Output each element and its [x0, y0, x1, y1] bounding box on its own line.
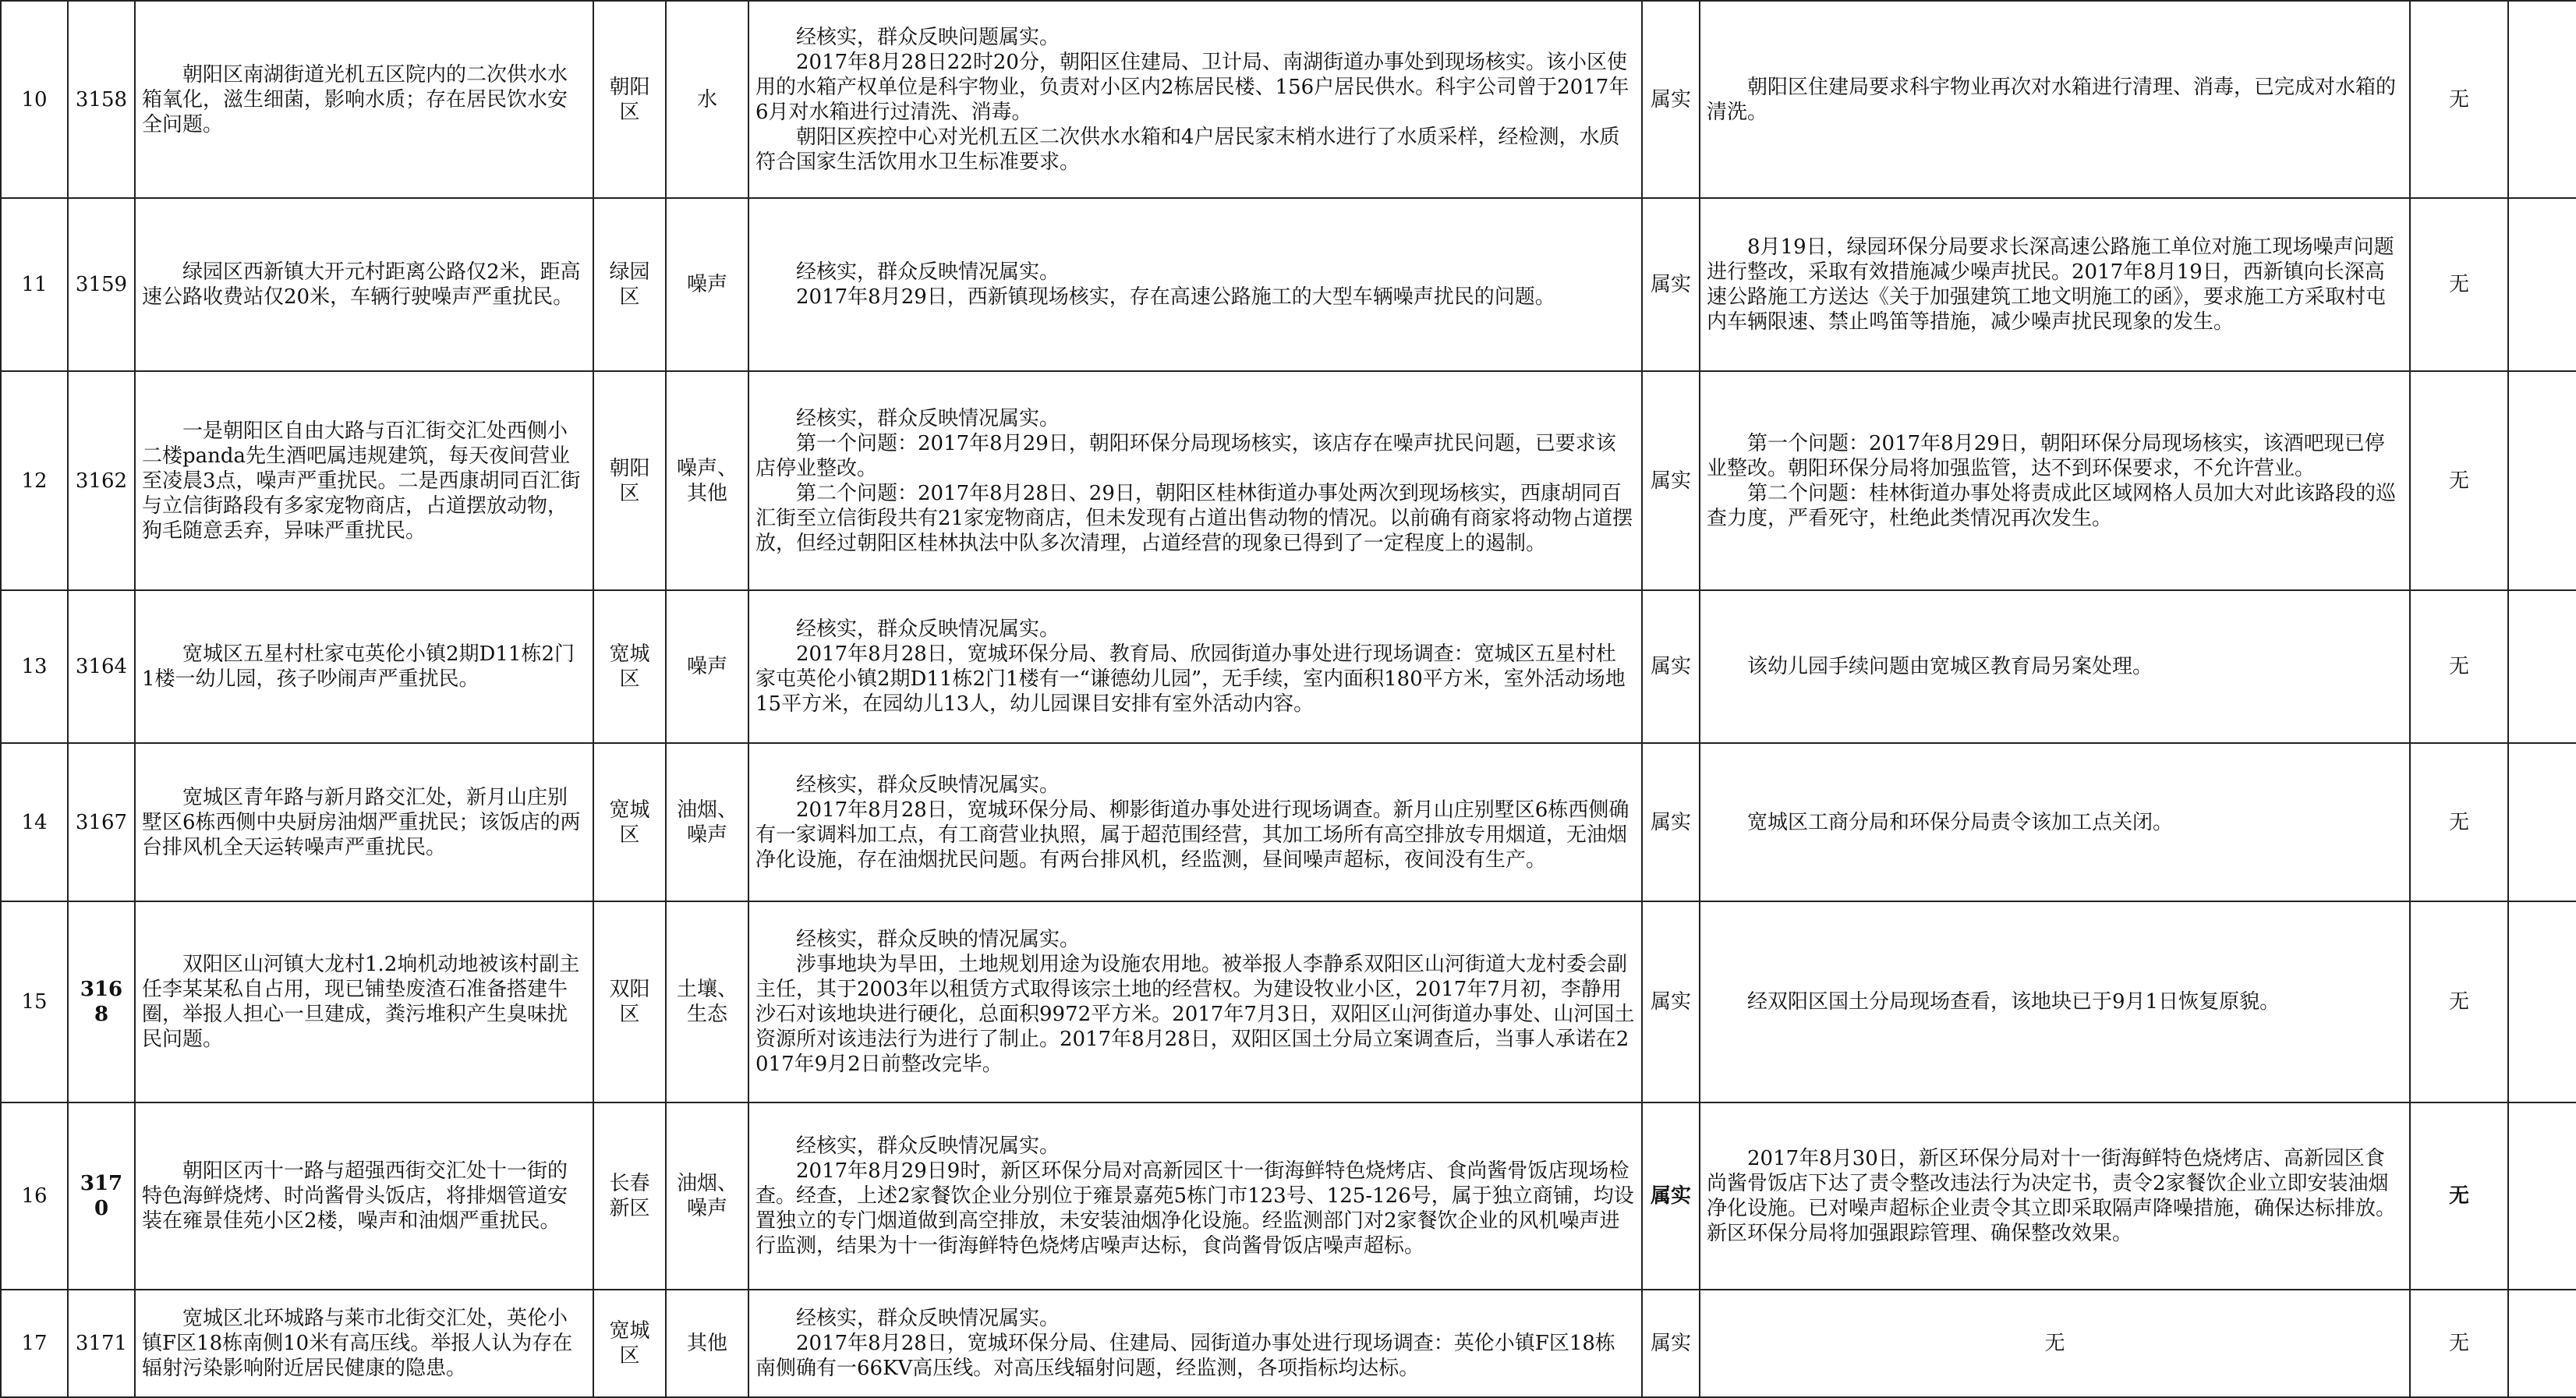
investigation-result [748, 1, 1642, 198]
complaint-description: 双阳区山河镇大龙村1.2垧机动地被该村副主任李某某私自占用，现已铺垫废渣石准备搭建牛圈，举报人担心一旦建成，粪污堆积产生臭味扰民问题。 [135, 901, 593, 1102]
investigation-result-paragraph: 朝阳区疾控中心对光机五区二次供水水箱和4户居民家末梢水进行了水质采样，经检测，水质符合国家生活饮用水卫生标准要求。 [755, 125, 1620, 174]
accountability: 无 [2410, 1, 2508, 198]
row-number: 14 [1, 743, 68, 901]
table-row [1, 1290, 2576, 1397]
case-id: 3167 [68, 743, 135, 901]
accountability: 无 [2410, 198, 2508, 371]
handling-action-paragraph: 8月19日，绿园环保分局要求长深高速公路施工单位对施工现场噪声问题进行整改，采取有效措施减少噪声扰民。2017年8月19日，西新镇向长深高速公路施工方送达《关于加强建筑工地文明施工的函》，要求施工方采取村屯内车辆限速、禁止鸣笛等措施，减少噪声扰民现象的发生。 [1707, 235, 2394, 334]
investigation-result [748, 743, 1642, 901]
complaint-description: 一是朝阳区自由大路与百汇街交汇处西侧小二楼panda先生酒吧属违规建筑，每天夜间营业至凌晨3点，噪声严重扰民。二是西康胡同百汇街与立信街路段有多家宠物商店，占道摆放动物，狗毛随意丢弃，异味严重扰民。 [135, 371, 593, 590]
extra-cell [2508, 590, 2576, 743]
investigation-result-paragraph: 经核实，群众反映的情况属实。 [796, 928, 1081, 951]
pollution-type: 油烟、噪声 [666, 1102, 748, 1290]
table-row [1, 1102, 2576, 1290]
table-row [1, 590, 2576, 743]
investigation-result-paragraph: 经核实，群众反映情况属实。 [796, 1307, 1060, 1330]
investigation-result [748, 901, 1642, 1102]
pollution-type: 其他 [666, 1290, 748, 1397]
investigation-result-paragraph: 第二个问题：2017年8月28日、29日，朝阳区桂林街道办事处两次到现场核实，西康胡同百汇街至立信街段共有21家宠物商店，但未发现有占道出售动物的情况。以前确有商家将动物占道摆放，但经过朝阳区桂林执法中队多次清理，占道经营的现象已得到了一定程度上的遏制。 [755, 481, 1633, 555]
accountability: 无 [2410, 743, 2508, 901]
verdict: 属实 [1642, 743, 1700, 901]
handling-action-paragraph: 朝阳区住建局要求科宇物业再次对水箱进行清理、消毒，已完成对水箱的清洗。 [1707, 75, 2397, 124]
row-number: 16 [1, 1102, 68, 1290]
complaint-description: 宽城区青年路与新月路交汇处，新月山庄别墅区6栋西侧中央厨房油烟严重扰民；该饭店的两台排风机全天运转噪声严重扰民。 [135, 743, 593, 901]
verdict: 属实 [1642, 1102, 1700, 1290]
accountability: 无 [2410, 901, 2508, 1102]
investigation-result-paragraph: 经核实，群众反映情况属实。 [796, 406, 1060, 430]
handling-action [1700, 198, 2410, 371]
district: 宽城区 [593, 590, 666, 743]
investigation-result [748, 198, 1642, 371]
verdict: 属实 [1642, 198, 1700, 371]
accountability: 无 [2410, 1102, 2508, 1290]
handling-action-paragraph: 无 [2044, 1332, 2065, 1355]
handling-action [1700, 590, 2410, 743]
pollution-type: 噪声、其他 [666, 371, 748, 590]
investigation-result-paragraph: 2017年8月29日，西新镇现场核实，存在高速公路施工的大型车辆噪声扰民的问题。 [796, 285, 1555, 309]
handling-action [1700, 1102, 2410, 1290]
handling-action [1700, 1290, 2410, 1397]
investigation-result [748, 371, 1642, 590]
extra-cell [2508, 901, 2576, 1102]
row-number: 10 [1, 1, 68, 198]
district: 长春新区 [593, 1102, 666, 1290]
pollution-type: 噪声 [666, 198, 748, 371]
complaint-description: 宽城区北环城路与莱市北街交汇处，英伦小镇F区18栋南侧10米有高压线。举报人认为存在辐射污染影响附近居民健康的隐患。 [135, 1290, 593, 1397]
complaint-description: 朝阳区南湖街道光机五区院内的二次供水水箱氧化，滋生细菌，影响水质；存在居民饮水安全问题。 [135, 1, 593, 198]
case-id: 3158 [68, 1, 135, 198]
complaint-description: 宽城区五星村杜家屯英伦小镇2期D11栋2门1楼一幼儿园，孩子吵闹声严重扰民。 [135, 590, 593, 743]
investigation-result-paragraph: 经核实，群众反映情况属实。 [796, 1134, 1060, 1158]
handling-action-paragraph: 2017年8月30日，新区环保分局对十一街海鲜特色烧烤店、高新园区食尚酱骨饭店下达了责令整改违法行为决定书，责令2家餐饮企业立即安装油烟净化设施。已对噪声超标企业责令其立即采取隔声降噪措施，确保达标排放。新区环保分局将加强跟踪管理、确保整改效果。 [1707, 1147, 2397, 1245]
district: 宽城区 [593, 743, 666, 901]
handling-action-paragraph: 该幼儿园手续问题由宽城区教育局另案处理。 [1747, 655, 2153, 678]
row-number: 17 [1, 1290, 68, 1397]
verdict: 属实 [1642, 901, 1700, 1102]
investigation-result-paragraph: 经核实，群众反映问题属实。 [796, 25, 1060, 49]
accountability: 无 [2410, 590, 2508, 743]
district: 朝阳区 [593, 371, 666, 590]
verdict: 属实 [1642, 1290, 1700, 1397]
table-body [1, 1, 2576, 1397]
handling-action [1700, 743, 2410, 901]
case-id: 3159 [68, 198, 135, 371]
investigation-result-paragraph: 经核实，群众反映情况属实。 [796, 773, 1060, 797]
investigation-result [748, 1102, 1642, 1290]
table-row [1, 1, 2576, 198]
table-row [1, 901, 2576, 1102]
row-number: 11 [1, 198, 68, 371]
extra-cell [2508, 1, 2576, 198]
handling-action [1700, 1, 2410, 198]
accountability: 无 [2410, 371, 2508, 590]
case-id: 3168 [68, 901, 135, 1102]
case-id: 3171 [68, 1290, 135, 1397]
investigation-result-paragraph: 2017年8月28日，宽城环保分局、柳影街道办事处进行现场调查。新月山庄别墅区6栋西侧确有一家调料加工点，有工商营业执照，属于超范围经营，其加工场所有高空排放专用烟道，无油烟净化设施，存在油烟扰民问题。有两台排风机，经监测，昼间噪声超标，夜间没有生产。 [755, 798, 1629, 872]
investigation-result-paragraph: 经核实，群众反映情况属实。 [796, 260, 1060, 284]
investigation-result-paragraph: 2017年8月28日22时20分，朝阳区住建局、卫计局、南湖街道办事处到现场核实。该小区使用的水箱产权单位是科宇物业，负责对小区内2栋居民楼、156户居民供水。科宇公司曾于2017年6月对水箱进行过清洗、消毒。 [755, 50, 1629, 124]
case-id: 3162 [68, 371, 135, 590]
pollution-type: 油烟、噪声 [666, 743, 748, 901]
investigation-result [748, 1290, 1642, 1397]
investigation-result-paragraph: 涉事地块为旱田，土地规划用途为设施农用地。被举报人李静系双阳区山河街道大龙村委会副主任，其于2003年以租赁方式取得该宗土地的经营权。为建设牧业小区，2017年7月初，李静用沙石对该地块进行硬化，总面积9972平方米。2017年7月3日，双阳区山河街道办事处、山河国土资源所对该违法行为进行了制止。2017年8月28日，双阳区国土分局立案调查后，当事人承诺在2017年9月2日前整改完毕。 [755, 953, 1635, 1076]
handling-action [1700, 371, 2410, 590]
extra-cell [2508, 198, 2576, 371]
district: 宽城区 [593, 1290, 666, 1397]
investigation-result-paragraph: 2017年8月28日，宽城环保分局、教育局、欣园街道办事处进行现场调查：宽城区五星村杜家屯英伦小镇2期D11栋2门1楼有一“谦德幼儿园”，无手续，室内面积180平方米，室外活动场地15平方米，在园幼儿13人，幼儿园课目安排有室外活动内容。 [755, 642, 1626, 716]
extra-cell [2508, 371, 2576, 590]
table-row [1, 198, 2576, 371]
pollution-type: 水 [666, 1, 748, 198]
extra-cell [2508, 1290, 2576, 1397]
row-number: 13 [1, 590, 68, 743]
verdict: 属实 [1642, 371, 1700, 590]
investigation-result-paragraph: 第一个问题：2017年8月29日，朝阳环保分局现场核实，该店存在噪声扰民问题，已要求该店停业整改。 [755, 431, 1616, 480]
investigation-result [748, 590, 1642, 743]
complaint-description: 朝阳区丙十一路与超强西街交汇处十一街的特色海鲜烧烤、时尚酱骨头饭店，将排烟管道安装在雍景佳苑小区2楼，噪声和油烟严重扰民。 [135, 1102, 593, 1290]
handling-action-paragraph: 第二个问题：桂林街道办事处将责成此区域网格人员加大对此该路段的巡查力度，严看死守，杜绝此类情况再次发生。 [1707, 481, 2397, 530]
accountability: 无 [2410, 1290, 2508, 1397]
investigation-result-paragraph: 经核实，群众反映情况属实。 [796, 618, 1060, 641]
handling-action-paragraph: 宽城区工商分局和环保分局责令该加工点关闭。 [1747, 810, 2174, 834]
extra-cell [2508, 743, 2576, 901]
case-id: 3164 [68, 590, 135, 743]
handling-action-paragraph: 第一个问题：2017年8月29日，朝阳环保分局现场核实，该酒吧现已停业整改。朝阳环保分局将加强监管，达不到环保要求，不允许营业。 [1707, 431, 2385, 480]
table-row [1, 743, 2576, 901]
handling-action [1700, 901, 2410, 1102]
pollution-type: 土壤、生态 [666, 901, 748, 1102]
verdict: 属实 [1642, 1, 1700, 198]
table-row [1, 371, 2576, 590]
extra-cell [2508, 1102, 2576, 1290]
case-id: 3170 [68, 1102, 135, 1290]
pollution-type: 噪声 [666, 590, 748, 743]
row-number: 15 [1, 901, 68, 1102]
verdict: 属实 [1642, 590, 1700, 743]
investigation-result-paragraph: 2017年8月28日，宽城环保分局、住建局、园街道办事处进行现场调查：英伦小镇F区18栋南侧确有一66KV高压线。对高压线辐射问题，经监测，各项指标均达标。 [755, 1332, 1615, 1380]
complaint-description: 绿园区西新镇大开元村距离公路仅2米，距高速公路收费站仅20米，车辆行驶噪声严重扰民。 [135, 198, 593, 371]
handling-action-paragraph: 经双阳区国土分局现场查看，该地块已于9月1日恢复原貌。 [1747, 990, 2281, 1014]
investigation-result-paragraph: 2017年8月29日9时，新区环保分局对高新园区十一街海鲜特色烧烤店、食尚酱骨饭店现场检查。经查，上述2家餐饮企业分别位于雍景嘉苑5栋门市123号、125-126号，属于独立商铺，均设置独立的专门烟道做到高空排放，未安装油烟净化设施。经监测部门对2家餐饮企业的风机噪声进行监测，结果为十一街海鲜特色烧烤店噪声达标，食尚酱骨饭店噪声超标。 [755, 1159, 1634, 1258]
district: 双阳区 [593, 901, 666, 1102]
row-number: 12 [1, 371, 68, 590]
district: 朝阳区 [593, 1, 666, 198]
district: 绿园区 [593, 198, 666, 371]
